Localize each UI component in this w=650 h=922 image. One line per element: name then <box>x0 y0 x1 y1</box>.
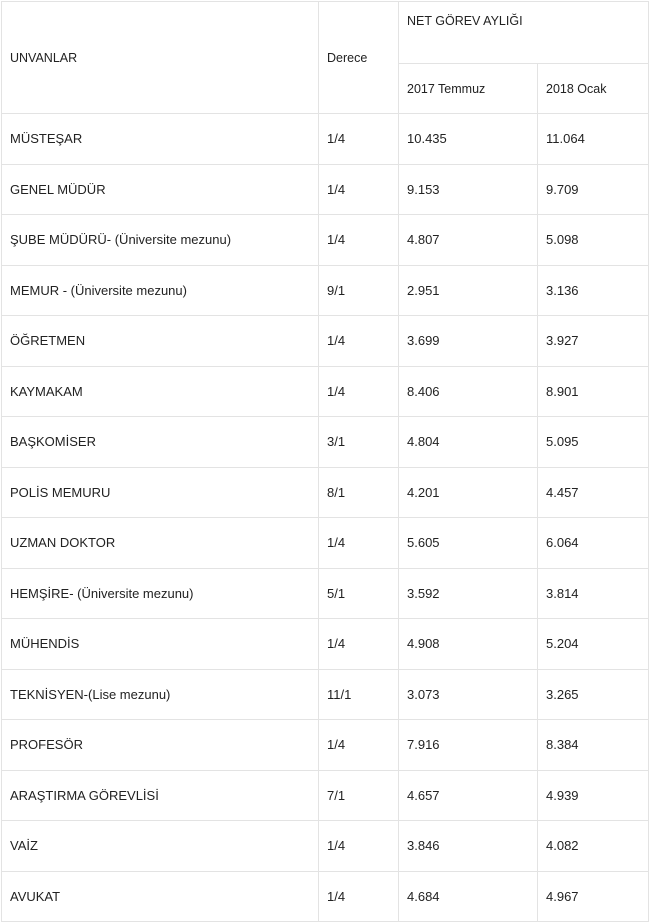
row-2018-january-cell: 9.709 <box>538 164 649 215</box>
table-row <box>2 518 649 569</box>
row-grade-cell: 1/4 <box>319 720 399 771</box>
row-2018-january-cell: 4.457 <box>538 467 649 518</box>
row-title-cell: BAŞKOMİSER <box>2 417 319 468</box>
table-row <box>2 568 649 619</box>
row-title-cell: UZMAN DOKTOR <box>2 518 319 569</box>
row-title-cell: PROFESÖR <box>2 720 319 771</box>
row-title-cell: VAİZ <box>2 821 319 872</box>
table-row <box>2 164 649 215</box>
row-grade-cell: 9/1 <box>319 265 399 316</box>
row-2018-january-cell: 3.265 <box>538 669 649 720</box>
row-grade-cell: 11/1 <box>319 669 399 720</box>
row-title-cell: AVUKAT <box>2 871 319 922</box>
header-2018-january: 2018 Ocak <box>538 64 649 114</box>
row-2018-january-cell: 11.064 <box>538 114 649 165</box>
table-row <box>2 720 649 771</box>
row-title-cell: ARAŞTIRMA GÖREVLİSİ <box>2 770 319 821</box>
row-grade-cell: 3/1 <box>319 417 399 468</box>
row-2018-january-cell: 5.204 <box>538 619 649 670</box>
row-grade-cell: 1/4 <box>319 316 399 367</box>
header-title-column: UNVANLAR <box>2 2 319 114</box>
row-grade-cell: 1/4 <box>319 871 399 922</box>
row-title-cell: HEMŞİRE- (Üniversite mezunu) <box>2 568 319 619</box>
header-net-salary-group: NET GÖREV AYLIĞI <box>399 2 649 64</box>
table-row <box>2 114 649 165</box>
row-2018-january-cell: 5.095 <box>538 417 649 468</box>
row-2017-july-cell: 2.951 <box>399 265 538 316</box>
row-2017-july-cell: 3.592 <box>399 568 538 619</box>
row-title-cell: MEMUR - (Üniversite mezunu) <box>2 265 319 316</box>
header-2017-july: 2017 Temmuz <box>399 64 538 114</box>
table-row <box>2 669 649 720</box>
row-2018-january-cell: 8.384 <box>538 720 649 771</box>
table-row <box>2 821 649 872</box>
row-2018-january-cell: 3.136 <box>538 265 649 316</box>
table-row <box>2 366 649 417</box>
row-2018-january-cell: 4.967 <box>538 871 649 922</box>
table-row <box>2 467 649 518</box>
row-2017-july-cell: 4.201 <box>399 467 538 518</box>
row-title-cell: GENEL MÜDÜR <box>2 164 319 215</box>
row-grade-cell: 1/4 <box>319 821 399 872</box>
row-2017-july-cell: 4.684 <box>399 871 538 922</box>
row-grade-cell: 1/4 <box>319 164 399 215</box>
row-2018-january-cell: 4.939 <box>538 770 649 821</box>
salary-table <box>1 1 649 922</box>
row-grade-cell: 1/4 <box>319 518 399 569</box>
row-grade-cell: 5/1 <box>319 568 399 619</box>
row-title-cell: KAYMAKAM <box>2 366 319 417</box>
row-2017-july-cell: 3.846 <box>399 821 538 872</box>
row-2018-january-cell: 4.082 <box>538 821 649 872</box>
table-row <box>2 417 649 468</box>
table-row <box>2 770 649 821</box>
table-row <box>2 316 649 367</box>
row-title-cell: MÜHENDİS <box>2 619 319 670</box>
row-2017-july-cell: 4.908 <box>399 619 538 670</box>
row-2017-july-cell: 4.807 <box>399 215 538 266</box>
row-2017-july-cell: 5.605 <box>399 518 538 569</box>
row-2018-january-cell: 5.098 <box>538 215 649 266</box>
row-2017-july-cell: 9.153 <box>399 164 538 215</box>
row-2017-july-cell: 3.073 <box>399 669 538 720</box>
table-row <box>2 215 649 266</box>
row-grade-cell: 1/4 <box>319 366 399 417</box>
row-title-cell: POLİS MEMURU <box>2 467 319 518</box>
row-2017-july-cell: 4.657 <box>399 770 538 821</box>
row-2017-july-cell: 8.406 <box>399 366 538 417</box>
row-2018-january-cell: 3.814 <box>538 568 649 619</box>
row-title-cell: TEKNİSYEN-(Lise mezunu) <box>2 669 319 720</box>
row-title-cell: ÖĞRETMEN <box>2 316 319 367</box>
row-2018-january-cell: 3.927 <box>538 316 649 367</box>
table-row <box>2 619 649 670</box>
row-2018-january-cell: 8.901 <box>538 366 649 417</box>
row-2017-july-cell: 10.435 <box>399 114 538 165</box>
table-row <box>2 871 649 922</box>
row-2017-july-cell: 7.916 <box>399 720 538 771</box>
row-2017-july-cell: 3.699 <box>399 316 538 367</box>
row-grade-cell: 8/1 <box>319 467 399 518</box>
table-row <box>2 265 649 316</box>
row-grade-cell: 1/4 <box>319 619 399 670</box>
row-2018-january-cell: 6.064 <box>538 518 649 569</box>
header-grade-column: Derece <box>319 2 399 114</box>
row-title-cell: ŞUBE MÜDÜRÜ- (Üniversite mezunu) <box>2 215 319 266</box>
row-2017-july-cell: 4.804 <box>399 417 538 468</box>
row-grade-cell: 1/4 <box>319 114 399 165</box>
row-grade-cell: 1/4 <box>319 215 399 266</box>
row-title-cell: MÜSTEŞAR <box>2 114 319 165</box>
row-grade-cell: 7/1 <box>319 770 399 821</box>
